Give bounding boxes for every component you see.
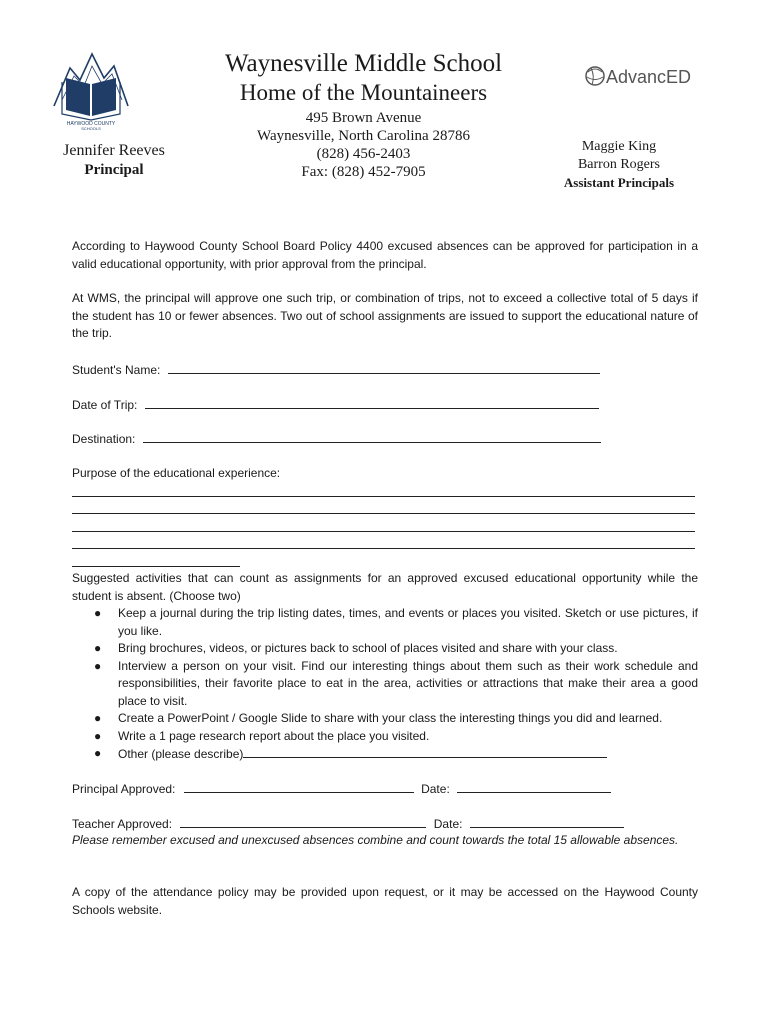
address-block [222, 109, 505, 181]
logo-caption-2: SCHOOLS [81, 126, 101, 131]
assistant-principals-title: Assistant Principals [563, 175, 675, 190]
bullet-icon: ● [94, 746, 102, 760]
address-city: Waynesville, North Carolina 28786 [257, 128, 470, 144]
school-name: Waynesville Middle School [224, 50, 503, 77]
principal-date-label: Date: [421, 782, 450, 796]
teacher-date-label: Date: [433, 817, 463, 831]
advanced-logo-text: AdvancED [606, 67, 692, 87]
purpose-line-3[interactable] [72, 531, 695, 532]
principal-approved-label: Principal Approved: [72, 782, 176, 796]
purpose-line-2[interactable] [72, 513, 695, 514]
absence-reminder: Please remember excused and unexcused absences combine and count towards the total 15 allowable absences. [72, 833, 679, 847]
policy-paragraph: At WMS, the principal will approve one such trip, or combination of trips, not to exceed a collective total of 5 days if the student has 10 or fewer absences. Two out of school assignments are issued to support the educational nature of the trip. [72, 291, 698, 340]
advanced-logo [583, 58, 698, 96]
student-name-row [72, 361, 600, 380]
purpose-line-4[interactable] [72, 548, 695, 549]
bullet-icon: ● [94, 728, 102, 743]
principal-name: Jennifer Reeves [63, 142, 165, 159]
intro-paragraph: According to Haywood County School Board Policy 4400 excused absences can be approved for participation in a valid educational opportunity, with prior approval from the principal. [72, 239, 698, 271]
other-activity-field[interactable] [243, 745, 607, 758]
haywood-county-schools-logo [52, 50, 130, 132]
bullet-icon: ● [94, 658, 102, 673]
list-item: ● Write a 1 page research report about the place you visited. [90, 728, 698, 746]
purpose-line-5[interactable] [72, 566, 240, 567]
principal-date-field[interactable] [457, 780, 611, 793]
activities-list [90, 605, 698, 764]
destination-label: Destination: [72, 432, 136, 446]
list-item: ● Keep a journal during the trip listing dates, times, and events or places you visited. Sketch or use pictures, if you like. [94, 606, 698, 638]
teacher-date-field[interactable] [470, 815, 624, 828]
address-fax: Fax: (828) 452-7905 [301, 164, 426, 180]
date-of-trip-label: Date of Trip: [72, 398, 138, 412]
assistant-principals [548, 138, 690, 192]
list-item: ● Other (please describe) [90, 745, 698, 764]
purpose-line-1[interactable] [72, 496, 695, 497]
purpose-label: Purpose of the educational experience: [72, 466, 281, 480]
school-motto: Home of the Mountaineers [239, 80, 488, 105]
assistant-principal-2: Barron Rogers [577, 157, 661, 172]
date-of-trip-row [72, 396, 599, 415]
bullet-icon: ● [94, 606, 102, 620]
logo-caption-1: HAYWOOD COUNTY [66, 121, 116, 127]
address-phone: (828) 456-2403 [316, 146, 411, 162]
principal-approved-row [72, 780, 611, 799]
attendance-policy-note: A copy of the attendance policy may be provided upon request, or it may be accessed on the Haywood County Schools website. [72, 885, 698, 917]
destination-row [72, 430, 601, 449]
address-street: 495 Brown Avenue [305, 110, 422, 126]
suggested-activities-intro: Suggested activities that can count as assignments for an approved excused educational opportunity while the student is absent. (Choose two) [72, 571, 698, 603]
assistant-principal-1: Maggie King [581, 139, 657, 154]
destination-field[interactable] [143, 430, 601, 443]
teacher-signature-field[interactable] [180, 815, 426, 828]
teacher-approved-row [72, 815, 624, 834]
bullet-icon: ● [94, 711, 102, 725]
list-item: ● Create a PowerPoint / Google Slide to share with your class the interesting things you did and learned. [90, 710, 698, 728]
student-name-field[interactable] [168, 361, 600, 374]
principal-signature-field[interactable] [184, 780, 414, 793]
student-name-label: Student's Name: [72, 363, 161, 377]
list-item: ● Interview a person on your visit. Find our interesting things about them such as their work schedule and responsibilities, their favorite place to eat in the area, activities or attractions that make their area a good place to visit. [94, 658, 698, 708]
principal-title: Principal [84, 162, 144, 178]
list-item: ● Bring brochures, videos, or pictures back to school of places visited and share with your class. [90, 640, 698, 658]
date-of-trip-field[interactable] [145, 396, 599, 409]
bullet-icon: ● [94, 641, 102, 655]
teacher-approved-label: Teacher Approved: [72, 817, 173, 831]
